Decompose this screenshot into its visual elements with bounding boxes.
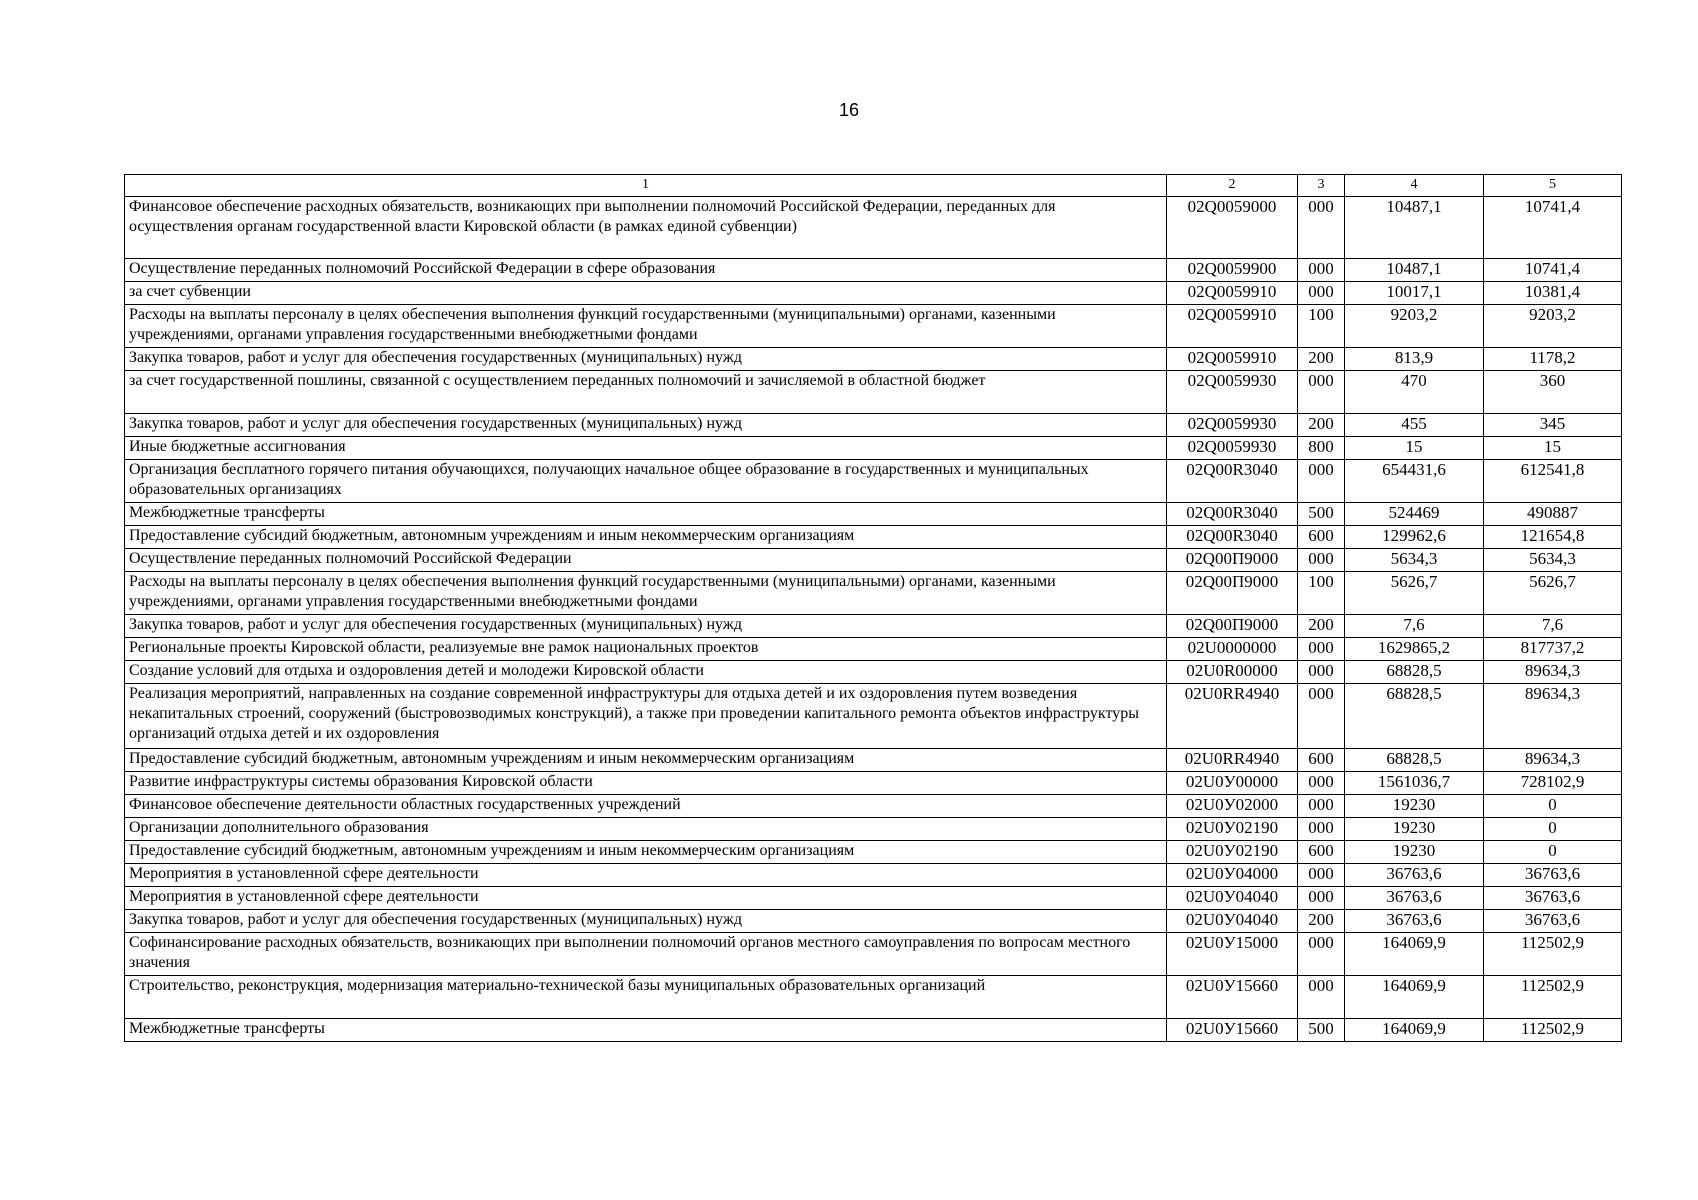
row-name-cell: Осуществление переданных полномочий Российской Федерации в сфере образования	[125, 259, 1167, 282]
table-row	[125, 526, 1622, 549]
row-code-cell: 02Q00R3040	[1167, 503, 1298, 526]
row-value-1-cell: 164069,9	[1345, 1019, 1484, 1042]
row-type-cell: 000	[1298, 549, 1345, 572]
row-code-cell: 02Q00R3040	[1167, 526, 1298, 549]
row-type-cell: 100	[1298, 305, 1345, 348]
row-type-cell: 000	[1298, 818, 1345, 841]
table-row	[125, 259, 1622, 282]
row-type-cell: 000	[1298, 460, 1345, 503]
row-type-cell: 600	[1298, 841, 1345, 864]
row-value-2-cell: 1178,2	[1484, 348, 1622, 371]
table-row	[125, 749, 1622, 772]
row-type-cell: 000	[1298, 976, 1345, 1019]
row-name-cell: Предоставление субсидий бюджетным, автономным учреждениям и иным некоммерческим организациям	[125, 749, 1167, 772]
row-code-cell: 02U0У00000	[1167, 772, 1298, 795]
row-name-cell: Закупка товаров, работ и услуг для обеспечения государственных (муниципальных) нужд	[125, 615, 1167, 638]
row-code-cell: 02U0000000	[1167, 638, 1298, 661]
row-name-cell: за счет государственной пошлины, связанной с осуществлением переданных полномочий и зачисляемой в областной бюджет	[125, 371, 1167, 414]
table-row	[125, 841, 1622, 864]
table-row	[125, 772, 1622, 795]
row-value-2-cell: 0	[1484, 818, 1622, 841]
table-row	[125, 638, 1622, 661]
table-row	[125, 437, 1622, 460]
table-row	[125, 910, 1622, 933]
row-type-cell: 000	[1298, 772, 1345, 795]
row-value-2-cell: 15	[1484, 437, 1622, 460]
row-value-1-cell: 68828,5	[1345, 661, 1484, 684]
row-value-1-cell: 7,6	[1345, 615, 1484, 638]
row-name-cell: Межбюджетные трансферты	[125, 1019, 1167, 1042]
table-row	[125, 549, 1622, 572]
row-type-cell: 600	[1298, 526, 1345, 549]
row-code-cell: 02U0У02190	[1167, 818, 1298, 841]
row-name-cell: Строительство, реконструкция, модернизация материально-технической базы муниципальных образовательных организаций	[125, 976, 1167, 1019]
row-value-1-cell: 10017,1	[1345, 282, 1484, 305]
row-name-cell: Софинансирование расходных обязательств, возникающих при выполнении полномочий органов местного самоуправления по вопросам местного значения	[125, 933, 1167, 976]
row-value-2-cell: 121654,8	[1484, 526, 1622, 549]
row-type-cell: 100	[1298, 572, 1345, 615]
row-code-cell: 02U0У04000	[1167, 864, 1298, 887]
row-code-cell: 02Q0059000	[1167, 197, 1298, 259]
row-value-2-cell: 112502,9	[1484, 933, 1622, 976]
row-value-1-cell: 36763,6	[1345, 910, 1484, 933]
row-name-cell: Реализация мероприятий, направленных на создание современной инфраструктуры для отдыха детей и их оздоровления путем возведения некапитальных строений, сооружений (быстровозводимых конструкций), а также при проведении капитального ремонта объектов инфраструктуры организаций отдыха детей и их оздоровления	[125, 684, 1167, 749]
row-value-2-cell: 10741,4	[1484, 259, 1622, 282]
row-value-1-cell: 813,9	[1345, 348, 1484, 371]
row-name-cell: Мероприятия в установленной сфере деятельности	[125, 864, 1167, 887]
table-row	[125, 933, 1622, 976]
row-name-cell: Мероприятия в установленной сфере деятельности	[125, 887, 1167, 910]
row-type-cell: 200	[1298, 414, 1345, 437]
row-name-cell: Финансовое обеспечение расходных обязательств, возникающих при выполнении полномочий Российской Федерации, переданных для осуществления органам государственной власти Кировской области (в рамках единой субвенции)	[125, 197, 1167, 259]
row-code-cell: 02Q0059910	[1167, 305, 1298, 348]
row-value-1-cell: 1561036,7	[1345, 772, 1484, 795]
table-row	[125, 305, 1622, 348]
row-value-1-cell: 10487,1	[1345, 197, 1484, 259]
row-name-cell: Межбюджетные трансферты	[125, 503, 1167, 526]
row-value-1-cell: 68828,5	[1345, 749, 1484, 772]
row-code-cell: 02U0У04040	[1167, 910, 1298, 933]
row-value-2-cell: 0	[1484, 795, 1622, 818]
row-type-cell: 000	[1298, 795, 1345, 818]
table-row	[125, 460, 1622, 503]
row-value-1-cell: 524469	[1345, 503, 1484, 526]
row-value-1-cell: 36763,6	[1345, 887, 1484, 910]
row-code-cell: 02U0У02000	[1167, 795, 1298, 818]
row-type-cell: 600	[1298, 749, 1345, 772]
row-code-cell: 02Q0059930	[1167, 437, 1298, 460]
row-type-cell: 800	[1298, 437, 1345, 460]
row-value-2-cell: 360	[1484, 371, 1622, 414]
row-value-1-cell: 19230	[1345, 818, 1484, 841]
row-value-2-cell: 0	[1484, 841, 1622, 864]
row-value-2-cell: 36763,6	[1484, 910, 1622, 933]
row-type-cell: 200	[1298, 348, 1345, 371]
row-value-2-cell: 9203,2	[1484, 305, 1622, 348]
row-name-cell: Предоставление субсидий бюджетным, автономным учреждениям и иным некоммерческим организациям	[125, 841, 1167, 864]
budget-table	[124, 174, 1622, 1042]
table-row	[125, 197, 1622, 259]
page-number: 16	[838, 100, 860, 120]
row-value-1-cell: 10487,1	[1345, 259, 1484, 282]
table-row	[125, 976, 1622, 1019]
row-value-1-cell: 164069,9	[1345, 976, 1484, 1019]
row-name-cell: Расходы на выплаты персоналу в целях обеспечения выполнения функций государственными (муниципальными) органами, казенными учреждениями, органами управления государственными внебюджетными фондами	[125, 572, 1167, 615]
table-row	[125, 503, 1622, 526]
table-row	[125, 864, 1622, 887]
row-name-cell: Расходы на выплаты персоналу в целях обеспечения выполнения функций государственными (муниципальными) органами, казенными учреждениями, органами управления государственными внебюджетными фондами	[125, 305, 1167, 348]
table-row	[125, 818, 1622, 841]
row-value-2-cell: 345	[1484, 414, 1622, 437]
row-name-cell: Закупка товаров, работ и услуг для обеспечения государственных (муниципальных) нужд	[125, 910, 1167, 933]
row-code-cell: 02Q0059900	[1167, 259, 1298, 282]
table-row	[125, 572, 1622, 615]
row-code-cell: 02Q00П9000	[1167, 549, 1298, 572]
row-value-2-cell: 36763,6	[1484, 887, 1622, 910]
table-row	[125, 684, 1622, 749]
row-type-cell: 000	[1298, 684, 1345, 749]
row-code-cell: 02U0RR4940	[1167, 684, 1298, 749]
row-value-1-cell: 654431,6	[1345, 460, 1484, 503]
table-row	[125, 1019, 1622, 1042]
row-value-2-cell: 36763,6	[1484, 864, 1622, 887]
row-type-cell: 500	[1298, 1019, 1345, 1042]
table-row	[125, 795, 1622, 818]
row-value-2-cell: 5634,3	[1484, 549, 1622, 572]
row-code-cell: 02Q0059910	[1167, 282, 1298, 305]
row-value-1-cell: 36763,6	[1345, 864, 1484, 887]
row-type-cell: 000	[1298, 282, 1345, 305]
row-name-cell: Региональные проекты Кировской области, реализуемые вне рамок национальных проектов	[125, 638, 1167, 661]
row-value-1-cell: 455	[1345, 414, 1484, 437]
table-row	[125, 348, 1622, 371]
header-cell-name: 1	[125, 175, 1167, 197]
header-cell-type: 3	[1298, 175, 1345, 197]
row-type-cell: 000	[1298, 887, 1345, 910]
row-value-2-cell: 10381,4	[1484, 282, 1622, 305]
row-type-cell: 500	[1298, 503, 1345, 526]
row-code-cell: 02Q00П9000	[1167, 615, 1298, 638]
row-name-cell: Организации дополнительного образования	[125, 818, 1167, 841]
row-name-cell: Организация бесплатного горячего питания обучающихся, получающих начальное общее образование в государственных и муниципальных образовательных организациях	[125, 460, 1167, 503]
row-value-1-cell: 19230	[1345, 795, 1484, 818]
row-code-cell: 02U0У15000	[1167, 933, 1298, 976]
row-type-cell: 200	[1298, 615, 1345, 638]
row-name-cell: Предоставление субсидий бюджетным, автономным учреждениям и иным некоммерческим организациям	[125, 526, 1167, 549]
row-name-cell: Закупка товаров, работ и услуг для обеспечения государственных (муниципальных) нужд	[125, 348, 1167, 371]
row-value-1-cell: 19230	[1345, 841, 1484, 864]
row-value-1-cell: 1629865,2	[1345, 638, 1484, 661]
row-code-cell: 02U0RR4940	[1167, 749, 1298, 772]
row-code-cell: 02Q0059910	[1167, 348, 1298, 371]
header-cell-value-1: 4	[1345, 175, 1484, 197]
row-name-cell: Осуществление переданных полномочий Российской Федерации	[125, 549, 1167, 572]
row-value-1-cell: 164069,9	[1345, 933, 1484, 976]
row-name-cell: Создание условий для отдыха и оздоровления детей и молодежи Кировской области	[125, 661, 1167, 684]
row-value-1-cell: 9203,2	[1345, 305, 1484, 348]
row-code-cell: 02U0У15660	[1167, 1019, 1298, 1042]
table-row	[125, 615, 1622, 638]
row-value-2-cell: 89634,3	[1484, 749, 1622, 772]
header-cell-value-2: 5	[1484, 175, 1622, 197]
row-value-2-cell: 7,6	[1484, 615, 1622, 638]
row-value-2-cell: 490887	[1484, 503, 1622, 526]
row-value-2-cell: 89634,3	[1484, 684, 1622, 749]
row-name-cell: Иные бюджетные ассигнования	[125, 437, 1167, 460]
header-cell-code: 2	[1167, 175, 1298, 197]
header-row	[125, 175, 1622, 197]
row-name-cell: Закупка товаров, работ и услуг для обеспечения государственных (муниципальных) нужд	[125, 414, 1167, 437]
table-header	[125, 175, 1622, 197]
table-row	[125, 661, 1622, 684]
table-row	[125, 371, 1622, 414]
row-value-1-cell: 470	[1345, 371, 1484, 414]
row-code-cell: 02Q00R3040	[1167, 460, 1298, 503]
row-value-1-cell: 68828,5	[1345, 684, 1484, 749]
row-name-cell: за счет субвенции	[125, 282, 1167, 305]
row-value-2-cell: 10741,4	[1484, 197, 1622, 259]
row-value-2-cell: 612541,8	[1484, 460, 1622, 503]
row-value-2-cell: 112502,9	[1484, 1019, 1622, 1042]
row-type-cell: 000	[1298, 259, 1345, 282]
row-type-cell: 000	[1298, 638, 1345, 661]
row-code-cell: 02U0У15660	[1167, 976, 1298, 1019]
row-value-2-cell: 5626,7	[1484, 572, 1622, 615]
row-value-1-cell: 5626,7	[1345, 572, 1484, 615]
row-code-cell: 02U0У04040	[1167, 887, 1298, 910]
row-name-cell: Развитие инфраструктуры системы образования Кировской области	[125, 772, 1167, 795]
table-row	[125, 282, 1622, 305]
row-type-cell: 000	[1298, 197, 1345, 259]
row-value-1-cell: 15	[1345, 437, 1484, 460]
row-value-2-cell: 89634,3	[1484, 661, 1622, 684]
table-body	[125, 197, 1622, 1042]
row-type-cell: 200	[1298, 910, 1345, 933]
row-code-cell: 02Q0059930	[1167, 371, 1298, 414]
table-row	[125, 887, 1622, 910]
row-type-cell: 000	[1298, 371, 1345, 414]
row-value-2-cell: 817737,2	[1484, 638, 1622, 661]
row-value-2-cell: 112502,9	[1484, 976, 1622, 1019]
row-code-cell: 02Q00П9000	[1167, 572, 1298, 615]
table-row	[125, 414, 1622, 437]
row-type-cell: 000	[1298, 933, 1345, 976]
row-type-cell: 000	[1298, 864, 1345, 887]
row-value-2-cell: 728102,9	[1484, 772, 1622, 795]
row-value-1-cell: 5634,3	[1345, 549, 1484, 572]
row-code-cell: 02Q0059930	[1167, 414, 1298, 437]
row-code-cell: 02U0У02190	[1167, 841, 1298, 864]
row-value-1-cell: 129962,6	[1345, 526, 1484, 549]
row-type-cell: 000	[1298, 661, 1345, 684]
row-name-cell: Финансовое обеспечение деятельности областных государственных учреждений	[125, 795, 1167, 818]
row-code-cell: 02U0R00000	[1167, 661, 1298, 684]
